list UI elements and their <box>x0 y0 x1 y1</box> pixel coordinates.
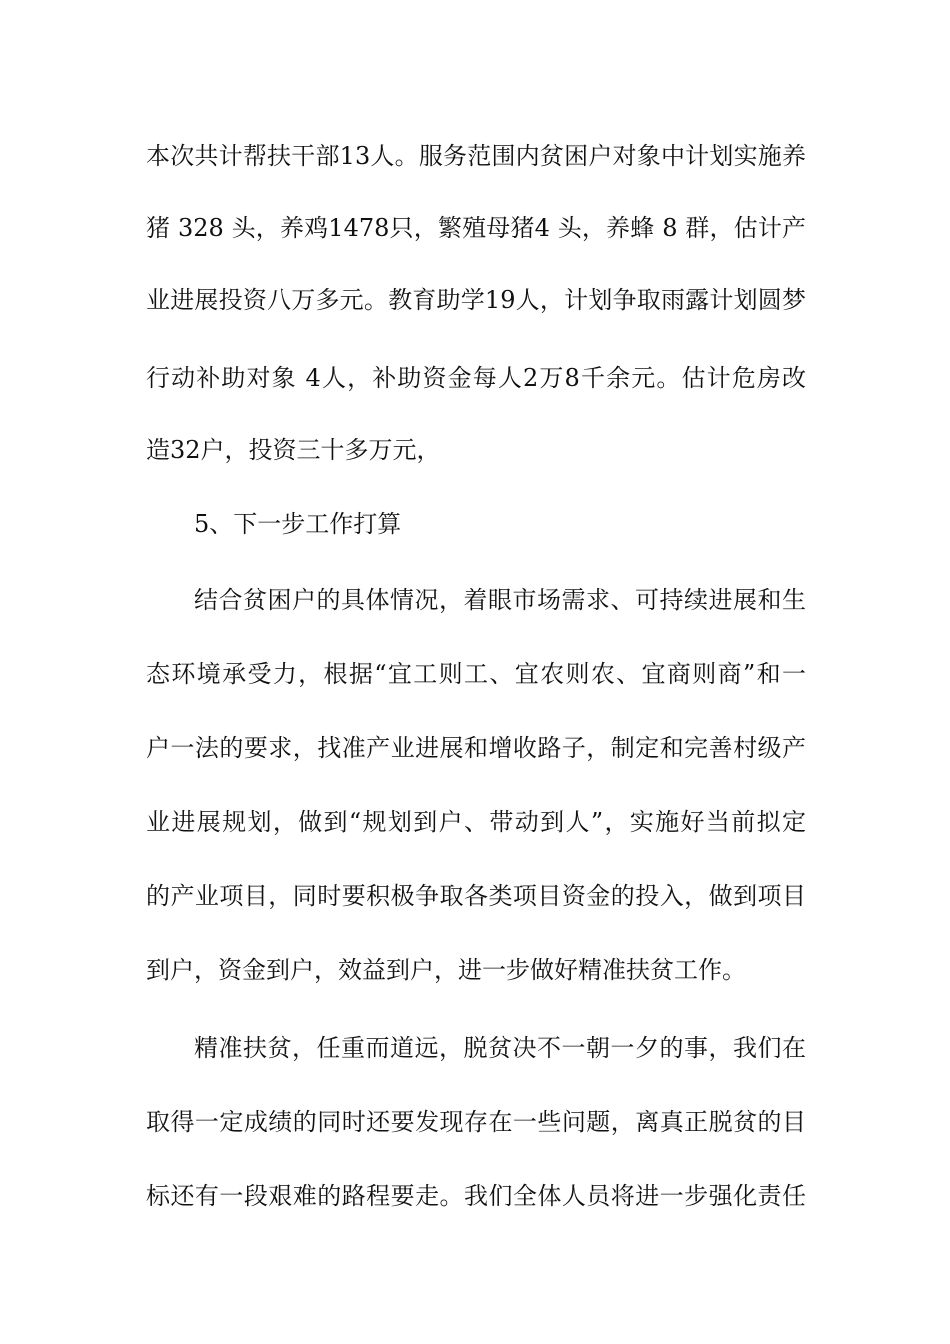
text-line-7: 结合贫困户的具体情况，着眼市场需求、可持续进展和生 <box>194 586 806 614</box>
text-line-2: 猪 328 头，养鸡1478只，繁殖母猪4 头，养蜂 8 群，估计产 <box>146 214 806 242</box>
text-line-14: 取得一定成绩的同时还要发现存在一些问题，离真正脱贫的目 <box>146 1108 806 1136</box>
text-line-4: 行动补助对象 4人，补助资金每人2万8千余元。估计危房改 <box>146 364 806 392</box>
text-line-3: 业进展投资八万多元。教育助学19人，计划争取雨露计划圆梦 <box>146 286 806 314</box>
text-line-9: 户一法的要求，找准产业进展和增收路子，制定和完善村级产 <box>146 734 806 762</box>
text-line-10: 业进展规划，做到“规划到户、带动到人”，实施好当前拟定 <box>146 808 806 836</box>
section-heading: 5、下一步工作打算 <box>194 510 402 538</box>
text-line-5: 造32户，投资三十多万元， <box>146 436 441 464</box>
text-line-11: 的产业项目，同时要积极争取各类项目资金的投入，做到项目 <box>146 882 806 910</box>
text-line-13: 精准扶贫，任重而道远，脱贫决不一朝一夕的事，我们在 <box>194 1034 806 1062</box>
text-line-15: 标还有一段艰难的路程要走。我们全体人员将进一步强化责任 <box>146 1182 806 1210</box>
text-line-1: 本次共计帮扶干部13人。服务范围内贫困户对象中计划实施养 <box>146 142 806 170</box>
text-line-12: 到户，资金到户，效益到户，进一步做好精准扶贫工作。 <box>146 956 746 984</box>
text-line-8: 态环境承受力，根据“宜工则工、宜农则农、宜商则商”和一 <box>146 660 806 688</box>
